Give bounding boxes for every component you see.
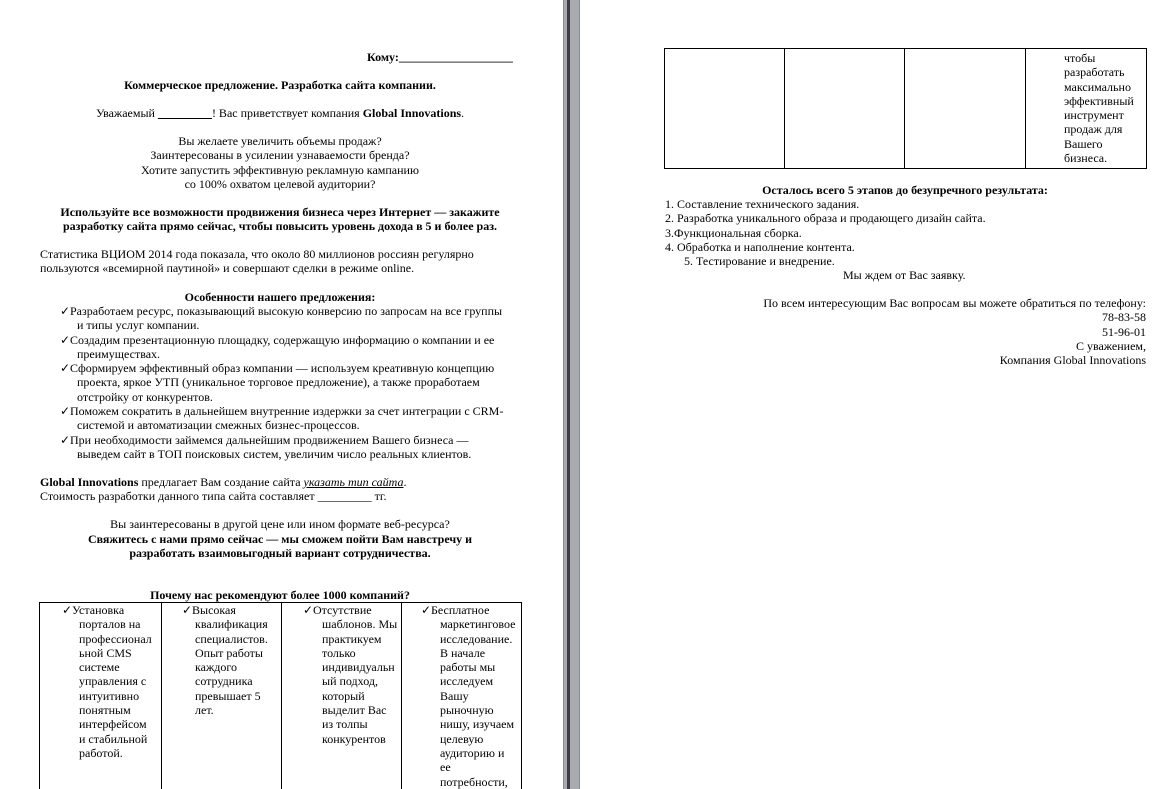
checkmark-icon: ✓ (60, 404, 71, 419)
cost-line (40, 489, 386, 503)
feature-text: Сформируем эффективный образ компании — используем креативную концепцию (70, 361, 495, 376)
feature-text: и типы услуг компании. (77, 318, 200, 333)
cost-blank[interactable]: _________ (317, 489, 372, 503)
why-cell (282, 603, 402, 789)
feature-text: Создадим презентационную площадку, содержащую информацию о компании и ее (70, 332, 495, 347)
why-cell (162, 603, 282, 789)
interest-question: Вы заинтересованы в другой цене или ином формате веб-ресурса? (110, 517, 450, 531)
why-cell-text: маркетинговое исследование. В начале работы мы исследуем Вашу рыночную нишу, изучаем целевую аудиторию и ее потребности, (440, 617, 516, 789)
feature-text: Поможем сократить в дальнейшем внутренние издержки за счет интеграции с CRM- (70, 404, 504, 419)
offer-company: Global Innovations (40, 475, 139, 489)
statistics-paragraph (40, 247, 474, 276)
call-to-action (40, 205, 520, 234)
feature-text: преимуществах. (77, 346, 161, 361)
signature: Компания Global Innovations (999, 353, 1146, 368)
checkmark-icon: ✓ (182, 603, 193, 617)
feature-text: системой и автоматизации смежных бизнес-процессов. (77, 418, 360, 433)
phone-intro: По всем интересующим Вас вопросам вы можете обратиться по телефону: (763, 296, 1146, 310)
statistics-line: Статистика ВЦИОМ 2014 года показала, что около 80 миллионов россиян регулярно (40, 247, 474, 261)
regards: С уважением, (1075, 338, 1146, 353)
phone-number: 78-83-58 (1102, 310, 1146, 325)
why-title: Почему нас рекомендуют более 1000 компаний? (150, 588, 410, 602)
question-line: Заинтересованы в усилении узнаваемости бренда? (150, 148, 410, 163)
greeting-line (40, 106, 520, 120)
why-cell (40, 603, 162, 789)
feature-item (60, 433, 503, 462)
cost-currency: тг. (371, 489, 387, 503)
why-cell-first: Высокая (192, 603, 236, 617)
checkmark-icon: ✓ (303, 603, 314, 617)
greeting-end: . (461, 106, 465, 120)
why-cell-text: квалификация специалистов. Опыт работы каждого сотрудника превышает 5 лет. (195, 617, 268, 718)
greeting-company: Global Innovations (362, 106, 462, 120)
question-line: со 100% охватом целевой аудитории? (184, 176, 376, 191)
why-cell (665, 49, 785, 169)
why-cell (1026, 49, 1147, 169)
stage-item: 1. Составление технического задания. (665, 197, 860, 211)
greeting-name-blank[interactable]: _________ (157, 106, 212, 120)
stage-item: 3.Функциональная сборка. (665, 225, 802, 240)
features-list (60, 304, 503, 461)
contact-line: разработать взаимовыгодный вариант сотрудничества. (129, 546, 431, 561)
why-table (39, 602, 522, 789)
feature-item (60, 333, 503, 362)
feature-item (60, 361, 503, 404)
why-cell-first: Отсутствие (313, 603, 372, 617)
why-cell-text: порталов на профессионал ьной CMS системе управления с интуитивно понятным интерфейсом и стабильной работой. (79, 617, 152, 760)
greeting-prefix: Уважаемый (95, 106, 158, 120)
why-cell-first: Установка (72, 603, 125, 617)
stages-list (665, 197, 986, 268)
phone-number: 51-96-01 (1102, 324, 1146, 339)
checkmark-icon: ✓ (60, 304, 71, 318)
why-cell-first: Бесплатное (431, 603, 490, 617)
why-cell-text: шаблонов. Мы практикуем только индивидуальн ый подход, который выделит Вас из толпы конкурентов (322, 617, 398, 746)
checkmark-icon: ✓ (62, 603, 73, 617)
contact-call (40, 532, 520, 561)
feature-text: проекта, яркое УТП (уникальное торговое предложение), а также проработаем (77, 375, 480, 390)
page-divider (563, 0, 580, 789)
features-title: Особенности нашего предложения: (184, 290, 376, 304)
statistics-line: пользуются «всемирной паутиной» и совершают сделки в режиме online. (40, 261, 415, 276)
checkmark-icon: ✓ (421, 603, 432, 617)
feature-item (60, 304, 503, 333)
stages-title: Осталось всего 5 этапов до безупречного результата: (762, 183, 1048, 197)
document-page-left (0, 0, 563, 789)
why-cell-text: чтобы разработать максимально эффективный инструмент продаж для Вашего бизнеса. (1064, 51, 1134, 166)
table-row (665, 49, 1147, 169)
call-line: разработку сайта прямо сейчас, чтобы повысить уровень дохода в 5 и более раз. (62, 219, 498, 234)
table-row (40, 603, 522, 789)
why-cell (785, 49, 905, 169)
page-shadow (567, 0, 570, 789)
feature-text: Разработаем ресурс, показывающий высокую конверсию по запросам на все группы (70, 304, 503, 318)
await-text: Мы ждем от Вас заявку. (843, 268, 966, 282)
stage-item: 5. Тестирование и внедрение. (684, 254, 835, 269)
contact-block (664, 296, 1146, 367)
stage-item: 4. Обработка и наполнение контента. (665, 239, 855, 254)
recipient-field[interactable]: Кому:___________________ (367, 50, 513, 64)
greeting-text: ! Вас приветствует компания (211, 106, 363, 120)
cost-text: Стоимость разработки данного типа сайта составляет (40, 489, 318, 503)
offer-end: . (403, 475, 407, 489)
checkmark-icon: ✓ (60, 361, 71, 376)
feature-item (60, 404, 503, 433)
question-line: Вы желаете увеличить объемы продаж? (178, 134, 382, 148)
offer-line (40, 475, 406, 489)
feature-text: При необходимости займемся дальнейшим продвижением Вашего бизнеса — (70, 432, 469, 447)
checkmark-icon: ✓ (60, 432, 71, 447)
questions-block (40, 134, 520, 191)
offer-text: предлагает Вам создание сайта (138, 475, 304, 489)
checkmark-icon: ✓ (60, 332, 71, 347)
why-cell (905, 49, 1026, 169)
contact-line: Свяжитесь с нами прямо сейчас — мы сможем пойти Вам навстречу и (87, 532, 473, 546)
feature-text: выведем сайт в ТОП поисковых систем, увеличим число реальных клиентов. (77, 446, 472, 461)
question-line: Хотите запустить эффективную рекламную кампанию (141, 162, 419, 177)
proposal-title: Коммерческое предложение. Разработка сайта компании. (124, 78, 436, 92)
why-table-continued (664, 48, 1147, 169)
why-cell (402, 603, 522, 789)
site-type-field[interactable]: указать тип сайта (303, 475, 404, 489)
stage-item: 2. Разработка уникального образа и продающего дизайн сайта. (665, 211, 986, 226)
document-page-right (580, 0, 1162, 789)
feature-text: отстройку от конкурентов. (77, 389, 213, 404)
call-line: Используйте все возможности продвижения бизнеса через Интернет — закажите (60, 205, 500, 219)
